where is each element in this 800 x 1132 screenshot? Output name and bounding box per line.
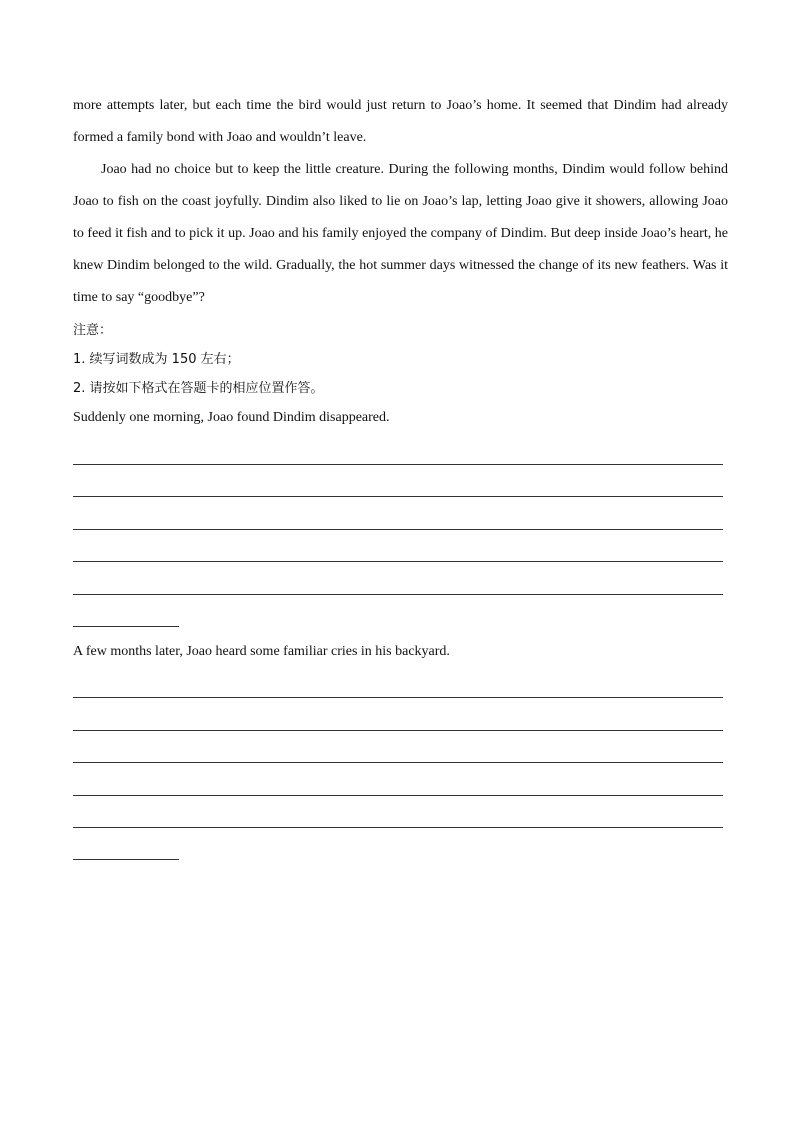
answer-line[interactable] <box>73 763 723 796</box>
answer-line[interactable] <box>73 698 723 731</box>
answer-line[interactable] <box>73 796 723 829</box>
answer-line[interactable] <box>73 465 723 498</box>
document-content <box>73 90 728 860</box>
prompt-second-paragraph: A few months later, Joao heard some familiar cries in his backyard. <box>73 643 450 659</box>
passage-paragraph-2: Joao had no choice but to keep the little creature. During the following months, Dindim would follow behind Joao to fish on the coast joyfully. Dindim also liked to lie on Joao’s lap, letting Joao give it showers, allowing Joao to feed it fish and to pick it up. Joao and his family enjoyed the company of Dindim. But deep inside Joao’s heart, he knew Dindim belonged to the wild. Gradually, the hot summer days witnessed the change of its new feathers. Was it time to say “goodbye”? <box>73 162 728 305</box>
answer-lines-first <box>73 432 723 627</box>
answer-lines-second <box>73 666 723 861</box>
answer-line[interactable] <box>73 432 723 465</box>
answer-line-short[interactable] <box>73 828 179 860</box>
prompt-first-paragraph: Suddenly one morning, Joao found Dindim disappeared. <box>73 410 390 425</box>
answer-line[interactable] <box>73 666 723 699</box>
answer-line[interactable] <box>73 562 723 595</box>
note-item-1: 1. 续写词数成为 150 左右； <box>73 352 240 367</box>
answer-line[interactable] <box>73 530 723 563</box>
notes-title: 注意： <box>73 323 113 338</box>
answer-line[interactable] <box>73 731 723 764</box>
note-item-2: 2. 请按如下格式在答题卡的相应位置作答。 <box>73 381 324 396</box>
answer-line-short[interactable] <box>73 595 179 627</box>
answer-line[interactable] <box>73 497 723 530</box>
passage-paragraph-1: more attempts later, but each time the bird would just return to Joao’s home. It seemed that Dindim had already formed a family bond with Joao and wouldn’t leave. <box>73 98 728 145</box>
